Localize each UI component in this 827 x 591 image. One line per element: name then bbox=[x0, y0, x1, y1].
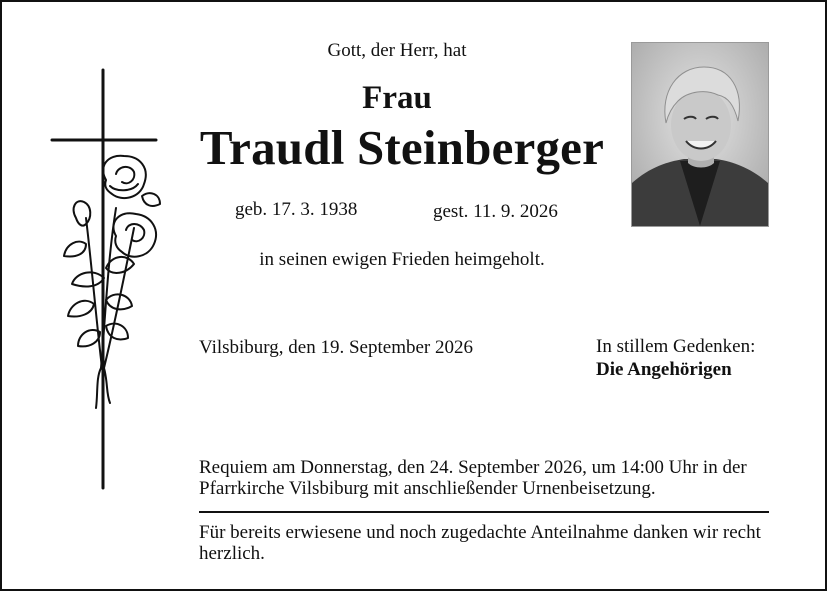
remembrance-block bbox=[596, 335, 755, 381]
place-and-date: Vilsbiburg, den 19. September 2026 bbox=[199, 337, 473, 358]
birth-date: geb. 17. 3. 1938 bbox=[235, 199, 358, 220]
intro-text: Gott, der Herr, hat bbox=[327, 40, 467, 61]
portrait-image bbox=[632, 43, 768, 226]
remembrance-text: In stillem Gedenken: bbox=[596, 336, 756, 357]
divider bbox=[199, 511, 769, 513]
peace-text: in seinen ewigen Frieden heimgeholt. bbox=[259, 249, 545, 270]
deceased-name: Traudl Steinberger bbox=[199, 120, 605, 175]
death-date: gest. 11. 9. 2026 bbox=[433, 201, 558, 222]
thanks-text: Für bereits erwiesene und noch zugedachte Anteilnahme danken wir recht herzlich. bbox=[199, 522, 761, 564]
cross-with-roses-icon bbox=[46, 68, 166, 492]
portrait-photo bbox=[631, 42, 769, 227]
requiem-text: Requiem am Donnerstag, den 24. September 2026, um 14:00 Uhr in der Pfarrkirche Vilsbiburg mit anschließender Urnenbeisetzung. bbox=[199, 457, 747, 499]
salutation: Frau bbox=[362, 80, 432, 116]
signature: Die Angehörigen bbox=[596, 359, 732, 380]
